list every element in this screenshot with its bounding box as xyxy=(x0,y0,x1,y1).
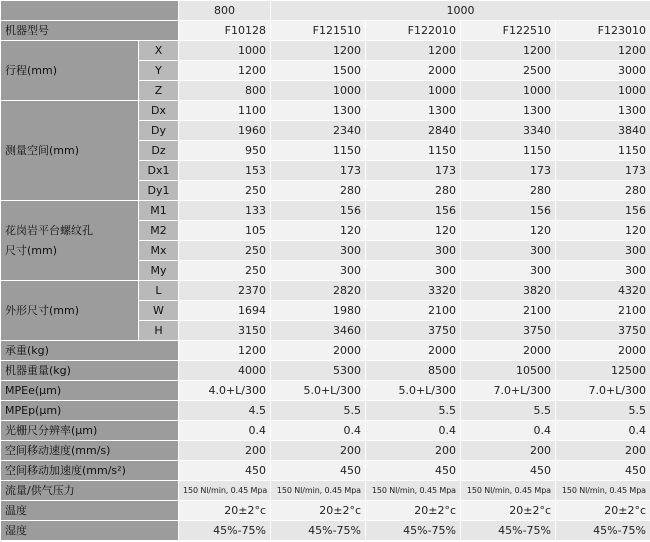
travel-row xyxy=(1,41,650,61)
value-cell: 156 xyxy=(556,201,650,221)
value-cell: 120 xyxy=(366,221,461,241)
value-cell: 133 xyxy=(179,201,271,221)
value-cell: F122510 xyxy=(461,21,556,41)
header-blank-cell xyxy=(1,1,179,21)
value-cell: 450 xyxy=(556,461,650,481)
value-cell: F123010 xyxy=(556,21,650,41)
value-cell: 5.5 xyxy=(461,401,556,421)
value-cell: 0.4 xyxy=(271,421,366,441)
axis-label: Z xyxy=(139,81,179,101)
value-cell: 156 xyxy=(271,201,366,221)
value-cell: 200 xyxy=(461,441,556,461)
value-cell: 2100 xyxy=(366,301,461,321)
value-cell: 1150 xyxy=(556,141,650,161)
value-cell: 1500 xyxy=(271,61,366,81)
value-cell: 150 Nl/min, 0.45 Mpa xyxy=(556,481,650,501)
value-cell: 173 xyxy=(461,161,556,181)
granite-label xyxy=(1,201,139,281)
value-cell: 156 xyxy=(366,201,461,221)
group-1000-cell: 1000 xyxy=(271,1,650,21)
value-cell: 120 xyxy=(271,221,366,241)
value-cell: 1000 xyxy=(271,81,366,101)
value-cell: 4320 xyxy=(556,281,650,301)
value-cell: 1300 xyxy=(271,101,366,121)
value-cell: 5.0+L/300 xyxy=(271,381,366,401)
value-cell: 1300 xyxy=(556,101,650,121)
value-cell: 1150 xyxy=(461,141,556,161)
spec-label: 湿度 xyxy=(1,521,179,541)
value-cell: 0.4 xyxy=(366,421,461,441)
value-cell: 3820 xyxy=(461,281,556,301)
value-cell: 45%-75% xyxy=(271,521,366,541)
outer-label: 外形尺寸(mm) xyxy=(1,281,139,341)
travel-label: 行程(mm) xyxy=(1,41,139,101)
axis-label: Dz xyxy=(139,141,179,161)
value-cell: F121510 xyxy=(271,21,366,41)
value-cell: 3750 xyxy=(461,321,556,341)
value-cell: 950 xyxy=(179,141,271,161)
value-cell: 2000 xyxy=(366,61,461,81)
value-cell: 5.5 xyxy=(556,401,650,421)
value-cell: 1200 xyxy=(556,41,650,61)
value-cell: 280 xyxy=(271,181,366,201)
value-cell: 10500 xyxy=(461,361,556,381)
axis-label: Dx xyxy=(139,101,179,121)
model-row xyxy=(1,21,650,41)
value-cell: F10128 xyxy=(179,21,271,41)
value-cell: 1200 xyxy=(179,341,271,361)
value-cell: 0.4 xyxy=(556,421,650,441)
value-cell: 8500 xyxy=(366,361,461,381)
group-800-cell: 800 xyxy=(179,1,271,21)
spec-label: 机器重量(kg) xyxy=(1,361,179,381)
axis-label: Dx1 xyxy=(139,161,179,181)
value-cell: 200 xyxy=(366,441,461,461)
value-cell: 1000 xyxy=(461,81,556,101)
value-cell: 1960 xyxy=(179,121,271,141)
value-cell: 150 Nl/min, 0.45 Mpa xyxy=(179,481,271,501)
spec-row xyxy=(1,481,650,501)
granite-label-line: 尺寸(mm) xyxy=(5,243,58,257)
spec-label: 温度 xyxy=(1,501,179,521)
axis-label: L xyxy=(139,281,179,301)
value-cell: 200 xyxy=(271,441,366,461)
value-cell: 5.0+L/300 xyxy=(366,381,461,401)
granite-row xyxy=(1,201,650,221)
value-cell: 4000 xyxy=(179,361,271,381)
value-cell: 450 xyxy=(461,461,556,481)
value-cell: 4.5 xyxy=(179,401,271,421)
value-cell: 2500 xyxy=(461,61,556,81)
spec-row xyxy=(1,421,650,441)
spec-label: 空间移动速度(mm/s) xyxy=(1,441,179,461)
value-cell: 1150 xyxy=(271,141,366,161)
axis-label: X xyxy=(139,41,179,61)
value-cell: 2840 xyxy=(366,121,461,141)
value-cell: 173 xyxy=(556,161,650,181)
value-cell: 5.5 xyxy=(271,401,366,421)
model-label: 机器型号 xyxy=(1,21,179,41)
value-cell: 300 xyxy=(461,241,556,261)
value-cell: 150 Nl/min, 0.45 Mpa xyxy=(366,481,461,501)
value-cell: 45%-75% xyxy=(366,521,461,541)
outer-row xyxy=(1,281,650,301)
value-cell: 120 xyxy=(556,221,650,241)
value-cell: 5300 xyxy=(271,361,366,381)
spec-row xyxy=(1,341,650,361)
group-header-row xyxy=(1,1,650,21)
value-cell: 1000 xyxy=(179,41,271,61)
value-cell: 45%-75% xyxy=(556,521,650,541)
value-cell: 3340 xyxy=(461,121,556,141)
value-cell: 300 xyxy=(366,261,461,281)
value-cell: 1200 xyxy=(366,41,461,61)
value-cell: 20±2°c xyxy=(366,501,461,521)
spec-label: MPEp(μm) xyxy=(1,401,179,421)
spec-row xyxy=(1,441,650,461)
value-cell: 150 Nl/min, 0.45 Mpa xyxy=(271,481,366,501)
axis-label: Dy xyxy=(139,121,179,141)
value-cell: 0.4 xyxy=(179,421,271,441)
value-cell: 1100 xyxy=(179,101,271,121)
value-cell: 3320 xyxy=(366,281,461,301)
value-cell: 2000 xyxy=(271,341,366,361)
value-cell: 2000 xyxy=(556,341,650,361)
value-cell: 2100 xyxy=(556,301,650,321)
value-cell: 2000 xyxy=(461,341,556,361)
spec-table-body xyxy=(1,1,650,541)
value-cell: 45%-75% xyxy=(461,521,556,541)
value-cell: 280 xyxy=(556,181,650,201)
value-cell: 12500 xyxy=(556,361,650,381)
value-cell: 20±2°c xyxy=(179,501,271,521)
value-cell: 280 xyxy=(366,181,461,201)
value-cell: 800 xyxy=(179,81,271,101)
value-cell: 1150 xyxy=(366,141,461,161)
spec-row xyxy=(1,501,650,521)
value-cell: 200 xyxy=(556,441,650,461)
value-cell: 300 xyxy=(271,261,366,281)
value-cell: 3750 xyxy=(556,321,650,341)
value-cell: 20±2°c xyxy=(271,501,366,521)
spec-row xyxy=(1,361,650,381)
spec-row xyxy=(1,381,650,401)
axis-label: M1 xyxy=(139,201,179,221)
value-cell: 1694 xyxy=(179,301,271,321)
spec-label: 承重(kg) xyxy=(1,341,179,361)
value-cell: 450 xyxy=(366,461,461,481)
value-cell: 1000 xyxy=(556,81,650,101)
value-cell: 4.0+L/300 xyxy=(179,381,271,401)
measure-label: 测量空间(mm) xyxy=(1,101,139,201)
spec-row xyxy=(1,401,650,421)
axis-label: Y xyxy=(139,61,179,81)
value-cell: 1200 xyxy=(179,61,271,81)
value-cell: 450 xyxy=(179,461,271,481)
spec-row xyxy=(1,521,650,541)
value-cell: 3460 xyxy=(271,321,366,341)
value-cell: 120 xyxy=(461,221,556,241)
granite-label-line: 花岗岩平台螺纹孔 xyxy=(5,223,93,237)
value-cell: 250 xyxy=(179,181,271,201)
value-cell: 3000 xyxy=(556,61,650,81)
value-cell: 2370 xyxy=(179,281,271,301)
value-cell: 1000 xyxy=(366,81,461,101)
value-cell: 3150 xyxy=(179,321,271,341)
value-cell: 280 xyxy=(461,181,556,201)
spec-label: MPEe(μm) xyxy=(1,381,179,401)
value-cell: 250 xyxy=(179,261,271,281)
value-cell: 1300 xyxy=(366,101,461,121)
measure-row xyxy=(1,101,650,121)
axis-label: Dy1 xyxy=(139,181,179,201)
value-cell: 2820 xyxy=(271,281,366,301)
value-cell: 1300 xyxy=(461,101,556,121)
value-cell: 300 xyxy=(271,241,366,261)
value-cell: 300 xyxy=(366,241,461,261)
value-cell: 156 xyxy=(461,201,556,221)
value-cell: 153 xyxy=(179,161,271,181)
value-cell: 200 xyxy=(179,441,271,461)
value-cell: 2000 xyxy=(366,341,461,361)
value-cell: 300 xyxy=(556,241,650,261)
axis-label: H xyxy=(139,321,179,341)
spec-label: 流量/供气压力 xyxy=(1,481,179,501)
value-cell: 7.0+L/300 xyxy=(556,381,650,401)
value-cell: 2340 xyxy=(271,121,366,141)
value-cell: 173 xyxy=(271,161,366,181)
value-cell: 3750 xyxy=(366,321,461,341)
value-cell: 45%-75% xyxy=(179,521,271,541)
value-cell: 5.5 xyxy=(366,401,461,421)
value-cell: 2100 xyxy=(461,301,556,321)
value-cell: 3840 xyxy=(556,121,650,141)
value-cell: 20±2°c xyxy=(556,501,650,521)
value-cell: 150 Nl/min, 0.45 Mpa xyxy=(461,481,556,501)
spec-label: 光栅尺分辨率(μm) xyxy=(1,421,179,441)
value-cell: 7.0+L/300 xyxy=(461,381,556,401)
value-cell: 300 xyxy=(461,261,556,281)
value-cell: 173 xyxy=(366,161,461,181)
value-cell: 250 xyxy=(179,241,271,261)
axis-label: Mx xyxy=(139,241,179,261)
axis-label: M2 xyxy=(139,221,179,241)
value-cell: 1200 xyxy=(271,41,366,61)
axis-label: W xyxy=(139,301,179,321)
value-cell: 450 xyxy=(271,461,366,481)
value-cell: 1200 xyxy=(461,41,556,61)
value-cell: 1980 xyxy=(271,301,366,321)
value-cell: 105 xyxy=(179,221,271,241)
spec-row xyxy=(1,461,650,481)
value-cell: 20±2°c xyxy=(461,501,556,521)
axis-label: My xyxy=(139,261,179,281)
value-cell: 0.4 xyxy=(461,421,556,441)
value-cell: F122010 xyxy=(366,21,461,41)
spec-label: 空间移动加速度(mm/s²) xyxy=(1,461,179,481)
value-cell: 300 xyxy=(556,261,650,281)
